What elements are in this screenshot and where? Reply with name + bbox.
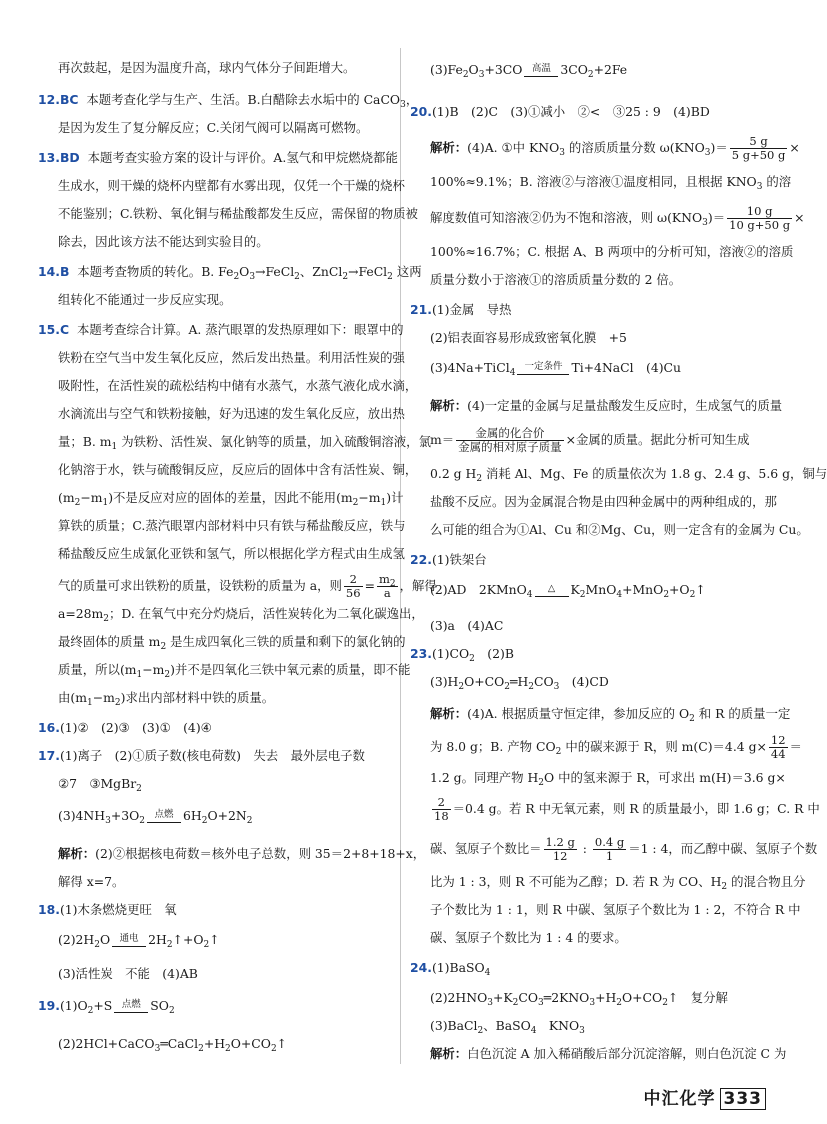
q17-analysis: 解得 x=7。	[58, 874, 125, 889]
q18-line: (3)活性炭 不能 (4)AB	[58, 966, 198, 981]
q21-analysis: m＝ $\frac{\text{金属的化合价}}{\text{金属的相对原子质量}}$ ×金属的质量。据此分析可知生成	[430, 426, 750, 454]
brand-name: 中汇化学	[643, 1089, 716, 1109]
q24-line: (3)BaCl$_2$、BaSO$_4$ $KNO_3$	[430, 1018, 585, 1036]
page-footer	[644, 1084, 767, 1109]
q18-equation: $(2)2H_2O$ 通电 $2H_2↑+O_2↑$	[58, 932, 220, 950]
q23-analysis: 解析：(4)A. 根据质量守恒定律，参加反应的 $O_2$ 和 R 的质量一定	[430, 706, 791, 724]
q21-equation: (3)4Na+TiCl$_4$ 一定条件 Ti+4NaCl (4)Cu	[430, 360, 682, 378]
q13-line: 生成水，则干燥的烧杯内壁都有水雾出现，仅凭一个干燥的烧杯	[58, 178, 405, 193]
q20-analysis: 100%≈9.1%；B. 溶液②与溶液①温度相同，且根据 $KNO_3$ 的溶	[430, 174, 792, 192]
q15-line: 最终固体的质量 $m_2$ 是生成四氧化三铁的质量和剩下的氯化钠的	[58, 634, 406, 652]
q13-line: 不能鉴别；C.铁粉、氧化铜与稀盐酸都发生反应，需保留的物质被	[58, 206, 418, 221]
q21-analysis: 么可能的组合为①Al、Cu 和②Mg、Cu，则一定含有的金属为 Cu。	[430, 522, 809, 537]
q11-tail: 再次鼓起，是因为温度升高，球内气体分子间距增大。	[58, 60, 356, 75]
q22-equation: (2)AD 2KMnO$_4$ △ $K_2MnO_4+MnO_2+O_2↑$	[430, 582, 706, 600]
q14-line: 14.B 本题考查物质的转化。B. $Fe_2O_3\to FeCl_2$、ZnCl$_2$→FeCl$_2$ 这两	[38, 264, 422, 282]
q23-line: $23.(1)CO_2$ (2)B	[410, 646, 514, 664]
q15-line: 稀盐酸反应生成氯化亚铁和氢气，所以根据化学方程式由生成氢	[58, 546, 405, 561]
q21-line: (2)铝表面容易形成致密氧化膜 +5	[430, 330, 627, 345]
q15-line: 铁粉在空气当中发生氧化反应，然后发出热量。利用活性炭的强	[58, 350, 405, 365]
q20-analysis: 100%≈16.7%；C. 根据 A、B 两项中的分析可知，溶液②的溶质	[430, 244, 794, 259]
q23-analysis: 为 8.0 g；B. 产物 $CO_2$ 中的碳来源于 R，则 m(C)＝4.4 g× $\frac{12}{44}$ ＝	[430, 733, 802, 761]
q24-equation: $(2)2HNO_3+K_2CO_3═2KNO_3+H_2O+CO_2↑$ 复分解	[430, 990, 728, 1008]
q12-line: 12.BC 本题考查化学与生产、生活。B.白醋除去水垢中的 CaCO$_3$，	[38, 92, 419, 110]
q21-analysis: 盐酸不反应。因为金属混合物是由四种金属中的两种组成的，那	[430, 494, 777, 509]
q15-line: 质量，所以$(m_1-m_2)$并不是四氧化三铁中氧元素的质量，即不能	[58, 662, 411, 680]
q13-line: 13.BD 本题考查实验方案的设计与评价。A.氢气和甲烷燃烧都能	[38, 150, 398, 165]
q15-line: 15.C 本题考查综合计算。A. 蒸汽眼罩的发热原理如下：眼罩中的	[38, 322, 404, 337]
q19-equation: $19.(1)O_2+S$ 点燃 $SO_2$	[38, 998, 175, 1016]
q24-analysis: 解析：白色沉淀 A 加入稀硝酸后部分沉淀溶解，则白色沉淀 C 为	[430, 1046, 787, 1061]
q21-analysis: 解析：(4)一定量的金属与足量盐酸发生反应时，生成氢气的质量	[430, 398, 783, 413]
q23-analysis: 碳、氢原子个数比为 1 : 4 的要求。	[430, 930, 627, 945]
q18-line: 18.(1)木条燃烧更旺 氧	[38, 902, 177, 917]
q23-analysis: 1.2 g。同理产物 $H_2O$ 中的氢来源于 R，可求出 m(H)＝3.6 g×	[430, 770, 786, 788]
q20-analysis: 解度数值可知溶液②仍为不饱和溶液，则 $\omega(KNO_3)=$ $\frac{10 g}{10 g+50 g}$ ×	[430, 204, 805, 232]
q17-line: ②7 ③MgBr$_2$	[58, 776, 142, 794]
q17-line: 17.(1)离子 (2)①质子数(核电荷数) 失去 最外层电子数	[38, 748, 365, 763]
q13-line: 除去，因此该方法不能达到实验目的。	[58, 234, 269, 249]
q15-line: 气的质量可求出铁粉的质量，设铁粉的质量为 a，则 $\frac{2}{56}$ = $\frac{m_2}{a}$ ，解得	[58, 572, 437, 600]
q23-analysis: 比为 1 : 3，则 R 不可能为乙醇；D. 若 R 为 CO、$H_2$ 的混合物且分	[430, 874, 806, 892]
q15-line: 算铁的质量；C.蒸汽眼罩内部材料中只有铁与稀盐酸反应，铁与	[58, 518, 406, 533]
q19-equation: $(2)2HCl+CaCO_3═CaCl_2+H_2O+CO_2↑$	[58, 1036, 288, 1054]
q15-line: 吸附性，在活性炭的疏松结构中储有水蒸气，水蒸气液化成水滴，	[58, 378, 418, 393]
q24-line: 24.(1)BaSO$_4$	[410, 960, 491, 978]
q20-line: 20.(1)B (2)C (3)①减小 ②< ③25 : 9 (4)BD	[410, 104, 710, 119]
q14-line: 组转化不能通过一步反应实现。	[58, 292, 232, 307]
q19-equation-3: $(3)Fe_2O_3+3CO$ 高温 $3CO_2+2Fe$	[430, 62, 628, 80]
q23-analysis: $\frac{2}{18}$ ＝0.4 g。若 R 中无氧元素，则 R 的质量最小，即 1.6 g；C. R 中	[434, 795, 820, 823]
q15-line: $a=28m_2$；D. 在氧气中充分灼烧后，活性炭转化为二氧化碳逸出，	[58, 606, 424, 624]
q22-line: 22.(1)铁架台	[410, 552, 487, 567]
q16-line: 16.(1)② (2)③ (3)① (4)④	[38, 720, 212, 735]
q20-analysis: 质量分数小于溶液①的溶质质量分数的 2 倍。	[430, 272, 682, 287]
q15-line: 由$(m_1-m_2)$求出内部材料中铁的质量。	[58, 690, 275, 708]
q15-line: 化钠溶于水，铁与硫酸铜反应，反应后的固体中含有活性炭、铜，	[58, 462, 418, 477]
q23-analysis: 子个数比为 1 : 1，则 R 中碳、氢原子个数比为 1 : 2，不符合 R 中	[430, 902, 801, 917]
q15-line: 水滴流出与空气和铁粉接触，好为迅速的发生氧化反应，放出热	[58, 406, 405, 421]
q17-equation: $(3)4NH_3+3O_2$ 点燃 $6H_2O+2N_2$	[58, 808, 253, 826]
q12-line: 是因为发生了复分解反应；C.关闭气阀可以隔离可燃物。	[58, 120, 369, 135]
q23-line: $(3)H_2O+CO_2═H_2CO_3$ (4)CD	[430, 674, 609, 692]
right-column	[400, 0, 827, 1124]
q21-analysis: 0.2 g $H_2$ 消耗 Al、Mg、Fe 的质量依次为 1.8 g、2.4 g、5.6 g，铜与	[430, 466, 827, 484]
q17-analysis: 解析：(2)②根据核电荷数＝核外电子总数，则 35＝2+8+18+x，	[58, 846, 426, 861]
page-number: 333	[720, 1088, 767, 1110]
q21-line: 21.(1)金属 导热	[410, 302, 512, 317]
q15-line: 量；B. $m_1$ 为铁粉、活性炭、氯化钠等的质量，加入硫酸铜溶液，氯	[58, 434, 431, 452]
q20-analysis: 解析：(4)A. ①中 $KNO_3$ 的溶质质量分数 $\omega(KNO_3)=$ $\frac{5 g}{5 g+50 g}$ ×	[430, 134, 800, 162]
q15-line: $(m_2-m_1)$不是反应对应的固体的差量，因此不能用$(m_2-m_1)$计	[58, 490, 404, 508]
q23-analysis: 碳、氢原子个数比＝ $\frac{1.2 g}{12}$ : $\frac{0.4 g}{1}$ ＝1 : 4，而乙醇中碳、氢原子个数	[430, 835, 818, 863]
q22-line: (3)a (4)AC	[430, 618, 504, 633]
